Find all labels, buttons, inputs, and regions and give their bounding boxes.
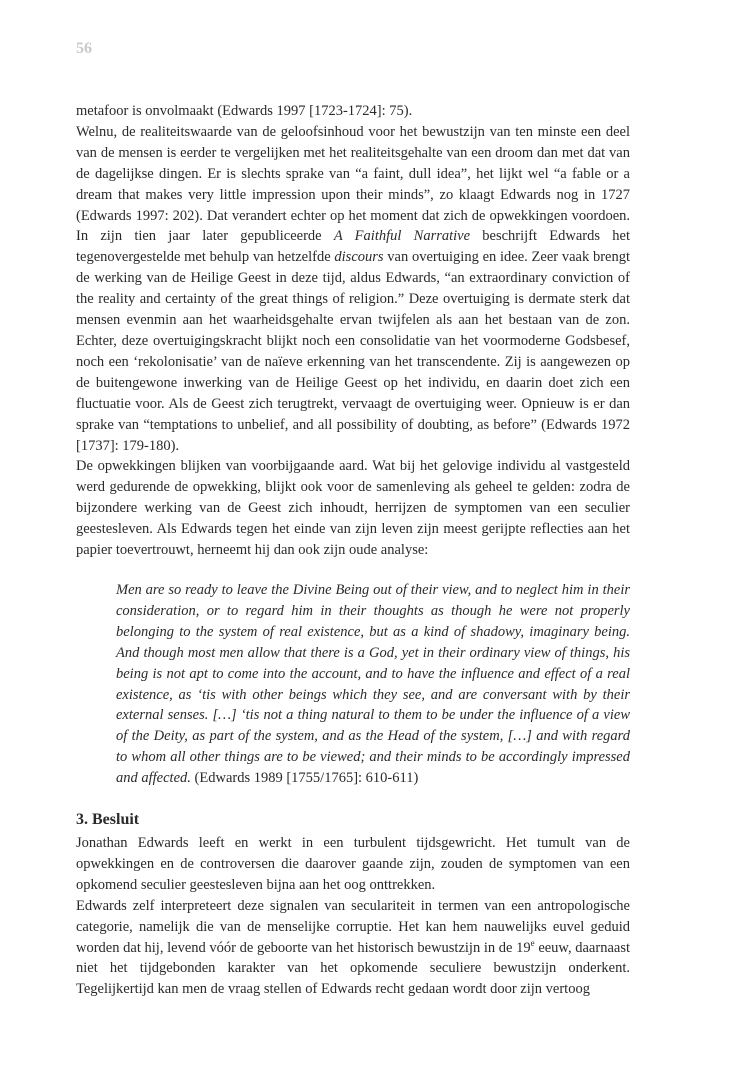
quote-text: Men are so ready to leave the Divine Being out of their view, and to neglect him in their consideration, or to regard him in their thoughts as though he were not properly belonging to the system of real existence, but as a kind of shadowy, imaginary being. And though most men allow that there is a God, yet in their ordinary view of things, his being is not apt to come into the account, and to have the influence and effect of a real existence, as ‘tis with other beings which they see, and are conversant with by their external senses. […] ‘tis not a thing natural to them to be under the influence of a view of the Deity, as part of the system, and as the Head of the system, […] and with regard to whom all other things are to be viewed; and their minds to be accordingly impressed and affected. bbox=[116, 582, 630, 787]
paragraph-continuation bbox=[76, 101, 630, 122]
section-heading: 3. Besluit bbox=[76, 811, 140, 828]
paragraph-besluit-2 bbox=[76, 896, 630, 1001]
paragraph-text: van overtuiging en idee. Zeer vaak brengt de werking van de Heilige Geest in deze tijd, aldus Edwards, “an extraordinary conviction of the reality and certainty of the great things of religion.” Deze overtuiging is dermate sterk dat mensen evenmin aan het waarheidsgehalte ervan twijfelen als aan het bestaan van de zon. Echter, deze overtuigingskracht blijkt noch een consolidatie van het voormoderne Godsbesef, noch een ‘rekolonisatie’ van de naïeve erkenning van het transcendente. Zij is aangewezen op de buitengewone inwerking van de Heilige Geest op het individu, en daarin doet zich een fluctuatie voor. Als de Geest zich terugtrekt, vervaagt de overtuiging weer. Opnieuw is er dan sprake van “temptations to unbelief, and all possibility of doubting, as before” (Edwards 1972 [1737]: 179-180). bbox=[76, 249, 630, 454]
paragraph-text: eeuw, daarnaast niet het tijdgebonden karakter van het opkomende seculiere bewustzijn onderkent. Tegelijkertijd kan men de vraag stellen of Edwards recht gedaan wordt door zijn vertoog bbox=[76, 939, 630, 998]
body-text-lower bbox=[76, 833, 630, 1000]
paragraph-text: beschrijft Edwards het tegenovergestelde met behulp van hetzelfde bbox=[76, 228, 630, 266]
body-text-upper bbox=[76, 101, 630, 561]
paragraph-text: Edwards zelf interpreteert deze signalen van seculariteit in termen van een antropologische categorie, namelijk die van de menselijke corruptie. Het kan hem nauwelijks euvel geduid worden dat hij, levend vóór de geboorte van het historisch bewustzijn in de 19 bbox=[76, 897, 630, 956]
paragraph-text: De opwekkingen blijken van voorbijgaande aard. Wat bij het gelovige individu al vastgesteld werd gedurende de opwekking, blijkt ook voor de samenleving als geheel te gelden: zodra de bijzondere werking van de Geest zich inhoudt, herrijzen de symptomen van een seculier geestesleven. Als Edwards tegen het einde van zijn leven zijn meest gerijpte reflecties aan het papier toevertrouwt, herneemt hij dan ook zijn oude analyse: bbox=[76, 458, 630, 559]
quote-citation: (Edwards 1989 [1755/1765]: 610-611) bbox=[190, 770, 419, 787]
page-number: 56 bbox=[76, 40, 92, 57]
paragraph-opwekkingen bbox=[76, 456, 630, 561]
paragraph-text: Jonathan Edwards leeft en werkt in een turbulent tijdsgewricht. Het tumult van de opwekkingen en de controversen die daarover gaande zijn, zouden de symptomen van een opkomend seculier geestesleven bijna aan het oog onttrekken. bbox=[76, 835, 630, 893]
paragraph-realiteitswaarde bbox=[76, 122, 630, 457]
emphasis-term: discours bbox=[334, 249, 384, 266]
paragraph-besluit-1 bbox=[76, 833, 630, 896]
paragraph-text: Welnu, de realiteitswaarde van de geloofsinhoud voor het bewustzijn van ten minste een deel van de mensen is eerder te vergelijken met het realiteitsgehalte van een droom dan met dat van de dagelijkse dingen. Er is slechts sprake van “a faint, dull idea”, het lijkt wel “a fable or a dream that makes very little impression upon their minds”, zo klaagt Edwards nog in 1727 (Edwards 1997: 202). Dat verandert echter op het moment dat zich de opwekkingen voordoen. In zijn tien jaar later gepubliceerde bbox=[76, 123, 630, 245]
block-quote bbox=[116, 580, 630, 789]
superscript: e bbox=[530, 937, 535, 948]
book-title: A Faithful Narrative bbox=[333, 228, 471, 245]
paragraph-continuation-text: metafoor is onvolmaakt (Edwards 1997 [1723-1724]: 75). bbox=[76, 103, 413, 119]
